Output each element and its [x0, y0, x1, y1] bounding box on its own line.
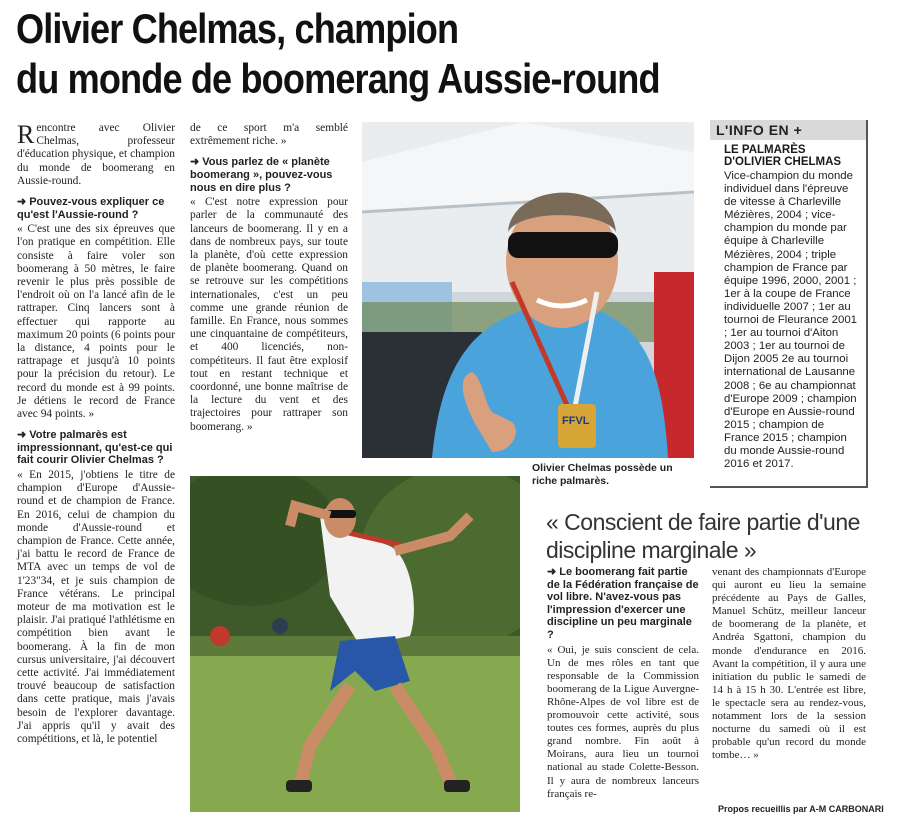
- action-photo: [190, 476, 520, 812]
- headline-line-2: du monde de boomerang Aussie-round: [16, 55, 660, 102]
- medal-text: FFVL: [562, 415, 590, 427]
- intro-paragraph: [17, 122, 175, 188]
- pull-quote: « Conscient de faire partie d'une discipline marginale »: [546, 509, 860, 563]
- question-4-text: Le boomerang fait partie de la Fédération française de vol libre. N'avez-vous pas l'impression d'exercer une discipline un peu marginale ?: [547, 566, 699, 641]
- arrow-icon: ➜: [547, 566, 557, 578]
- article-column-2: [190, 122, 348, 472]
- drop-cap: R: [17, 120, 35, 149]
- arrow-icon: ➜: [190, 156, 200, 169]
- info-box-header-text: L'INFO EN: [716, 122, 790, 138]
- article-column-1: [17, 122, 175, 822]
- answer-1-continued: de ce sport m'a semblé extrêmement riche. »: [190, 122, 348, 148]
- intro-text: encontre avec Olivier Chelmas, professeur d'éducation physique, et champion du monde de boomerang en Aussie-round.: [17, 122, 175, 187]
- question-3-text: Vous parlez de « planète boomerang », pouvez-vous nous en dire plus ?: [190, 156, 333, 194]
- answer-1: « C'est une des six épreuves que l'on pratique en compétition. Elle consiste à faire voler son boomerang à 50 mètres, le faire revenir le plus près possible de l'endroit où on l'a lancé afin de le rattraper. Cinq lancers sont à effectuer qui rapporte au maximum 20 points (6 points pour la distance, 4 points pour le rattrapage et jusqu'à 10 points pour la précision du retour). Le record du monde est à 99 points. Je détiens le record de France avec 94 points. »: [17, 223, 175, 421]
- answer-3: « C'est notre expression pour parler de la communauté des lanceurs de boomerang. Il y en a dans de nombreux pays, sur toute la planète, d'où cette expression de planète boomerang. Quand on se retrouve sur les compétitions internationales, c'est un peu comme une grande réunion de famille. En France, nous sommes une cinquantaine de compétiteurs, et 400 licenciés, non-compétiteurs. Il faut être explosif tout en restant technique et coordonné, une bonne maîtrise de la lecture du vent et des trajectoires pour rattraper son boomerang. »: [190, 196, 348, 433]
- portrait-photo: [362, 122, 694, 458]
- answer-4-continued: venant des championnats d'Europe qui auront eu lieu la semaine précédente au Pays de Galles, Manuel Schütz, meilleur lanceur de boomerang de la planète, et Andréa Sgattoni, champion du monde d'endurance en 2016. Avant la compétition, il y aura une initiation du public le samedi de 14 h à 15 h 30. L'entrée est libre, le spectacle sera au rendez-vous, notamment lors de la session nocturne du samedi où il est probable qu'un record du monde tombe… »: [712, 566, 866, 762]
- article-column-4: [712, 566, 866, 802]
- headline: [16, 4, 773, 104]
- article-column-3: [547, 566, 699, 816]
- portrait-caption: Olivier Chelmas possède un riche palmarès.: [532, 462, 673, 487]
- answer-2: « En 2015, j'obtiens le titre de champion d'Europe d'Aussie-round et de champion de France. En 2016, celui de champion du monde d'Aussie-round et champion de France. Cette année, j'ai battu le record de France de MTA avec un temps de vol de 1'23"34, et je suis champion de France vétérans. Le principal moteur de ma motivation est le plaisir. J'ai pratiqué l'athlétisme en compétition bien avant le boomerang. À la fin de mon cursus universitaire, j'ai découvert cette activité. J'ai immédiatement trouvé beaucoup de satisfaction dans cette pratique, mais j'avais besoin de l'explorer davantage. J'ai appris qu'il y avait des compétitions, et là, le potentiel: [17, 469, 175, 746]
- info-box: [710, 120, 868, 488]
- info-box-body: Vice-champion du monde individuel dans l'épreuve de vitesse à Charleville Mézières, 2004 ; vice-champion du monde par équipe à Charleville Mézières, 2004 ; triple champion de France par équipe 1996, 2000, 2001 ; 1er à la coupe de France individuelle 2007 ; 1er au tournoi de Fleurance 2001 ; 1er au tournoi d'Aiton 2003 ; 1er au tournoi de Dijon 2005 2e au tournoi international de Lausanne 2008 ; 6e au championnat d'Europe 2009 ; champion d'Europe en Aussie-round 2015 ; champion de France 2015 ; champion du monde Aussie-round 2016 et 2017.: [724, 170, 857, 471]
- question-4: [547, 566, 699, 642]
- arrow-icon: ➜: [17, 196, 27, 209]
- plus-icon: +: [793, 122, 803, 138]
- question-2: [17, 429, 175, 467]
- action-illustration: [190, 476, 520, 812]
- question-2-text: Votre palmarès est impressionnant, qu'est-ce qui fait courir Olivier Chelmas ?: [17, 429, 173, 467]
- question-3: [190, 156, 348, 194]
- headline-line-1: Olivier Chelmas, champion: [16, 5, 459, 52]
- signature: Propos recueillis par A-M CARBONARI: [718, 804, 884, 814]
- info-box-title: LE PALMARÈS D'OLIVIER CHELMAS: [724, 144, 842, 168]
- question-1-text: Pouvez-vous expliquer ce qu'est l'Aussie-round ?: [17, 196, 165, 221]
- arrow-icon: ➜: [17, 429, 27, 442]
- info-box-header: [710, 120, 866, 140]
- portrait-illustration: [362, 122, 694, 458]
- question-1: [17, 196, 175, 221]
- answer-4: « Oui, je suis conscient de cela. Un de mes rôles en tant que responsable de la Commission boomerang de la Ligue Auvergne-Rhône-Alpes de vol libre est de promouvoir cette activité, sous toutes ces formes, auprès du plus grand nombre. Fin août à Moirans, aura lieu un tournoi national au stade Colette-Besson. Il y aura de nombreux lanceurs français re-: [547, 643, 699, 800]
